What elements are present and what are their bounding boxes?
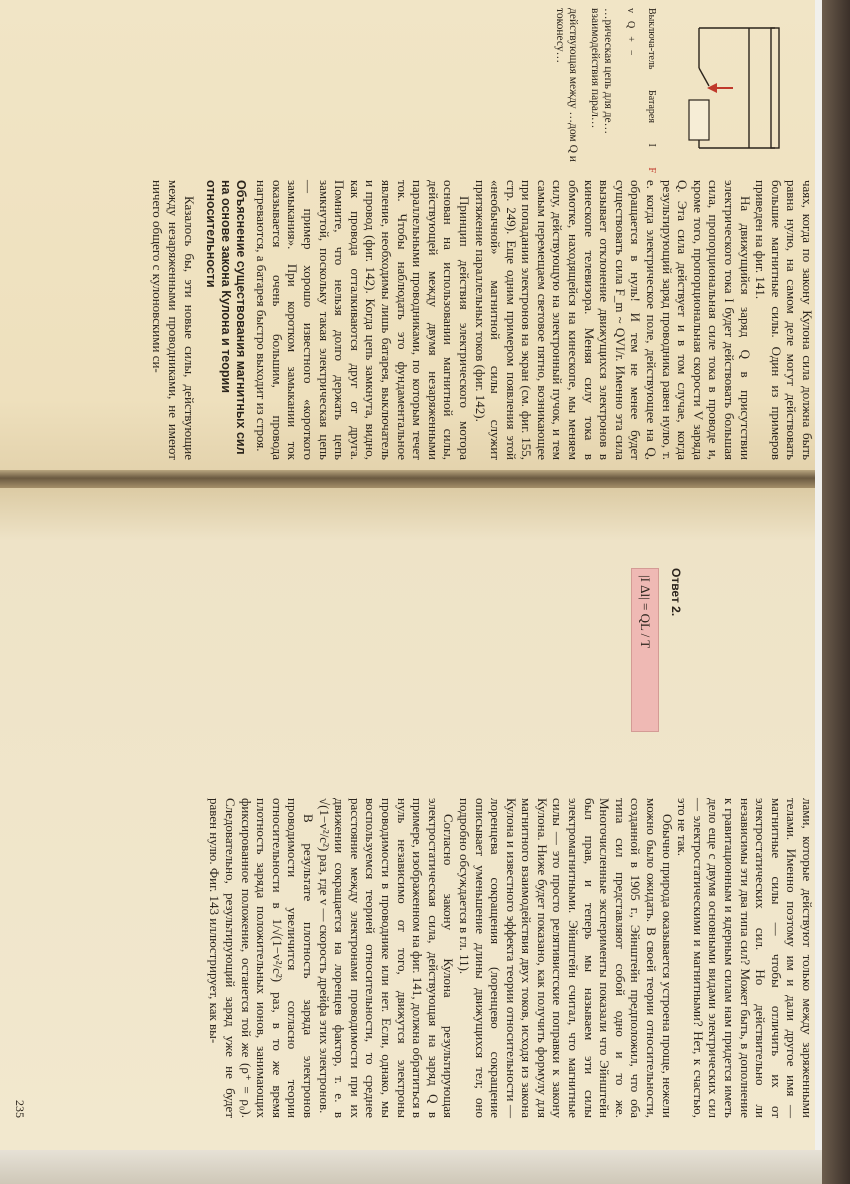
answer-label: Ответ 2. [669, 568, 683, 617]
charge-label: Q [624, 21, 636, 29]
book-gutter [0, 470, 815, 488]
left-page [0, 0, 815, 470]
velocity-label: v [624, 8, 636, 13]
current-label: I [646, 143, 658, 147]
plus-label: + [624, 36, 636, 42]
paragraph: лами, которые действуют только между заряженными телами. Именно поэтому им и дали другое имя — магнитные силы — чтобы отличить их от электростатических сил. Но действительно ли независимы эти два типа сил? Может быть, в дополнение к гравитационным и ядерным силам нам придется иметь дело еще с двумя основными видами электрических сил — электростатическими и магнитными? Нет, к счастью, это не так. [675, 798, 815, 1118]
figure-caption: …рическая цепь для де… взаимодействия парал… [588, 8, 615, 135]
paragraph: Согласно закону Кулона результирующая электростатическая сила, действующая на заряд Q в примере, изображенном на фиг. 141, должна обратиться в нуль независимо от того, движутся электроны проводимости в проводнике или нет. Если, однако, мы воспользуемся теорией относительности, то среднее расстояние между электронами проводимости при их движении сокращается на лоренцев фактор, т. е. в √(1−v²/c²) раз, где v — скорость дрейфа этих электронов. [316, 798, 457, 1118]
page-stack-edge [0, 1150, 822, 1184]
minus-label: − [624, 49, 636, 56]
paragraph: В результате плотность заряда электронов проводимости увеличится согласно теории относительности в 1/√(1−v²/c²) раз, в то же время плотность заряда положительных ионов, занимающих фиксированное положение, останется той же (ρ⁺ = ρ₀). Следовательно, результирующий заряд уже не будет равен нулю. Фиг. 143 иллюстрирует, как вы- [207, 798, 316, 1118]
page-number: 235 [13, 1100, 27, 1118]
paragraph: Обычно природа оказывается устроена проще, нежели можно было ожидать. В своей теории относительности, созданной в 1905 г., Эйнштейн предположил, что оба типа сил представляют собой одно и то же. Многочисленные эксперименты показали что Эйнштейн был прав, и теперь мы называем эти силы электромагнитными. Эйнштейн считал, что магнитные силы — это просто релятивистские поправки к закону Кулона. Ниже будет показано, как получить формулу для магнитного взаимодействия двух токов, исходя из закона Кулона и известного эффекта теории относительности — лоренцева сокращения (лоренцево сокращение описывает уменьшение длины движущихся тел; оно подробно обсуждается в гл. 11). [456, 798, 675, 1118]
switch-label: Выключа-тель [646, 8, 658, 70]
right-page [0, 488, 815, 1150]
side-fragment: действующая между …дом Q и токонесу… [553, 8, 580, 162]
force-label: F [646, 167, 658, 173]
paragraph: чаях, когда по закону Кулона сила должна быть равна нулю, на самом деле могут действовать большие магнитные силы. Один из примеров приведен на фиг. 141. [753, 180, 815, 460]
book-spine-shadow [822, 0, 850, 1184]
paragraph: На движущийся заряд Q в присутствии электрического тока I будет действовать большая сила, пропорциональная силе тока в проводе и, кроме того, пропорциональная скорости V заряда Q. Эта сила действует и в том случае, когда результирующий заряд проводника равен нулю, т. е. когда электрическое поле, действующее на Q, обращается в нуль! И тем не менее будет существовать сила F_m ~ QVI/r. Именно эта сила вызывает отклонение движущихся электронов в кинескопе телевизора. Меняя силу тока в обмотке, находящейся на кинескопе, мы меняем силу, действующую на электронный пучок, и тем самым перемещаем световое пятно, возникающее при попадании электронов на экран (см. фиг. 155, стр. 249). Еще одним примером появления этой «необычной» магнитной силы служит притяжение параллельных токов (фиг. 142). [472, 180, 753, 460]
paragraph: Принцип действия электрического мотора основан на использовании магнитной силы, действующей между двумя незаряженными параллельными проводниками, по которым течет ток. Чтобы наблюдать это фундаментальное явление, необходимы лишь батарея, выключатель и провод (фиг. 142). Когда цепь замкнута, видно, как провода отталкиваются друг от друга. Помните, что нельзя долго держать цепь замкнутой, поскольку такая электрическая цепь — пример хорошо известного «короткого замыкания». При коротком замыкании ток оказывается очень большим, провода нагреваются, а батарея быстро выходит из строя. [254, 180, 472, 460]
section-heading: Объяснение существования магнитных сил на основе закона Кулона и теории относительности [203, 180, 248, 455]
circuit-diagram-icon [659, 8, 809, 173]
left-text-column [0, 180, 815, 460]
answer-column [0, 568, 815, 768]
answer-formula: |I Δl| = QL / T [631, 568, 659, 732]
right-text-column [0, 798, 815, 1118]
paragraph: Казалось бы, эти новые силы, действующие между незаряженными проводниками, не имеют ничего общего с кулоновскими си- [150, 180, 197, 460]
battery-label: Батарея [646, 90, 658, 123]
circuit-figure [622, 8, 809, 173]
left-figure-column [0, 8, 815, 173]
